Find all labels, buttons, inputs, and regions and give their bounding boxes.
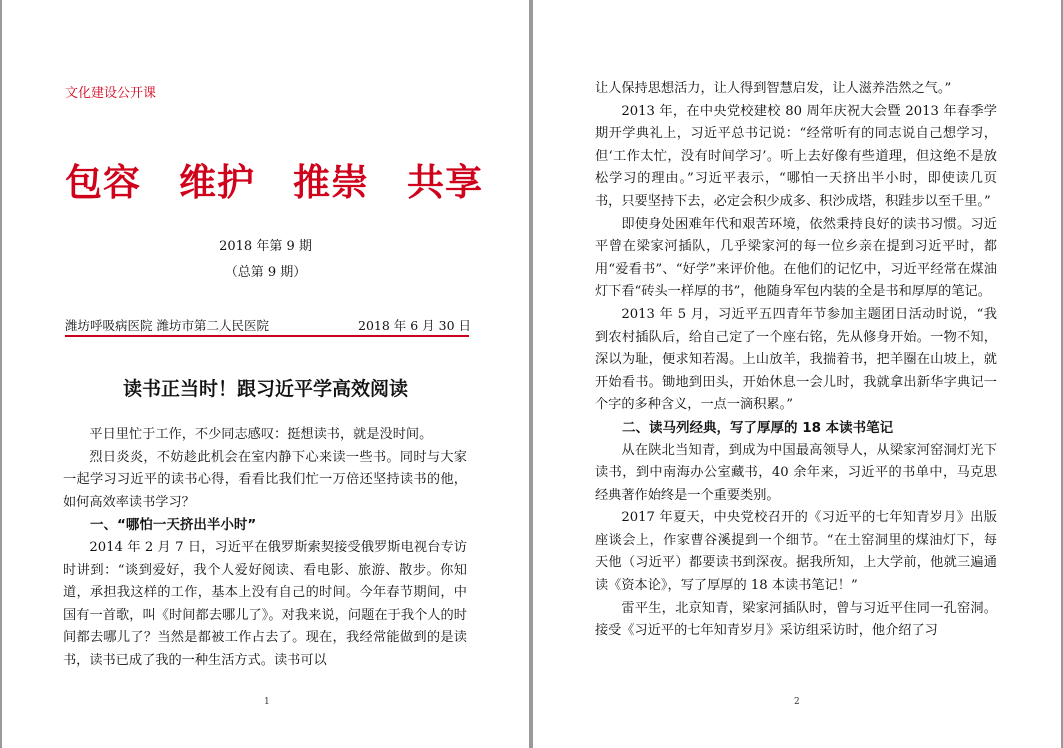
issue-number: 2018 年第 9 期 xyxy=(219,239,312,254)
masthead-title: 包容 维护 推崇 共享 xyxy=(65,160,483,204)
page-1-body xyxy=(63,424,467,673)
paragraph: 让人保持思想活力，让人得到智慧启发，让人滋养浩然之气。” xyxy=(595,81,952,96)
series-label: 文化建设公开课 xyxy=(65,86,157,101)
section-heading: 二、读马列经典，写了厚厚的 18 本读书笔记 xyxy=(622,419,894,436)
article-title: 读书正当时！跟习近平学高效阅读 xyxy=(122,378,408,400)
paragraph: 2014 年 2 月 7 日，习近平在俄罗斯索契接受俄罗斯电视台专访时讲到：“谈到爱好，我个人爱好阅读、看电影、旅游、散步。你知道，承担我这样的工作，基本上没有自己的时间。今年春节期间，中国有一首歌，叫《时间都去哪儿了》。对我来说，问题在于我个人的时间都去哪儿了？当然是都被工作占去了。现在，我经常能做到的是读书，读书已成了我的一种生活方式。读书可以 xyxy=(63,539,467,668)
paragraph: 雷平生，北京知青，梁家河插队时，曾与习近平住同一孔窑洞。接受《习近平的七年知青岁月》采访组采访时，他介绍了习 xyxy=(595,600,997,639)
publication-date: 2018 年 6 月 30 日 xyxy=(358,318,472,333)
red-divider xyxy=(65,335,469,337)
publisher-organizations: 潍坊呼吸病医院 潍坊市第二人民医院 xyxy=(65,318,269,333)
total-issue-number: （总第 9 期） xyxy=(224,265,307,280)
paragraph: 2017 年夏天，中央党校召开的《习近平的七年知青岁月》出版座谈会上，作家曹谷溪提到一个细节。“在土窑洞里的煤油灯下，每天他（习近平）都要读书到深夜。据我所知，上大学前，他就三遍通读《资本论》，写了厚厚的 18 本读书笔记！” xyxy=(595,510,997,594)
paragraph: 平日里忙于工作，不少同志感叹：挺想读书，就是没时间。 xyxy=(89,427,433,442)
page-2-body xyxy=(595,78,997,643)
page-number: 2 xyxy=(794,697,800,707)
paragraph: 即使身处困难年代和艰苦环境，依然秉持良好的读书习惯。习近平曾在梁家河插队，几乎梁家河的每一位乡亲在提到习近平时，都用“爱看书”、“好学”来评价他。在他们的记忆中，习近平经常在煤油灯下看“砖头一样厚的书”，他随身军包内装的全是书和厚厚的笔记。 xyxy=(595,216,997,300)
paragraph: 2013 年，在中央党校建校 80 周年庆祝大会暨 2013 年春季学期开学典礼上，习近平总书记说：“经常听有的同志说自己想学习，但‘工作太忙，没有时间学习’。听上去好像有些道理，但这绝不是放松学习的理由。”习近平表示，“哪怕一天挤出半小时，即使读几页书，只要坚持下去，必定会积少成多、积沙成塔，积跬步以至千里。” xyxy=(595,103,997,209)
paragraph: 从在陕北当知青，到成为中国最高领导人，从梁家河窑洞灯光下读书，到中南海办公室藏书，40 余年来，习近平的书单中，马克思经典著作始终是一个重要类别。 xyxy=(595,442,997,503)
paragraph: 2013 年 5 月，习近平五四青年节参加主题团日活动时说，“我到农村插队后，给自己定了一个座右铭，先从修身开始。一物不知，深以为耻，便求知若渴。上山放羊，我揣着书，把羊圈在山坡上，就开始看书。锄地到田头，开始休息一会儿时，我就拿出新华字典记一个字的多种含义，一点一滴积累。” xyxy=(595,306,997,413)
page-number: 1 xyxy=(264,697,270,707)
section-heading: 一、“哪怕一天挤出半小时” xyxy=(90,517,257,534)
paragraph: 烈日炎炎，不妨趁此机会在室内静下心来读一些书。同时与大家一起学习习近平的读书心得，看看比我们忙一万倍还坚持读书的他，如何高效率读书学习？ xyxy=(63,449,467,510)
